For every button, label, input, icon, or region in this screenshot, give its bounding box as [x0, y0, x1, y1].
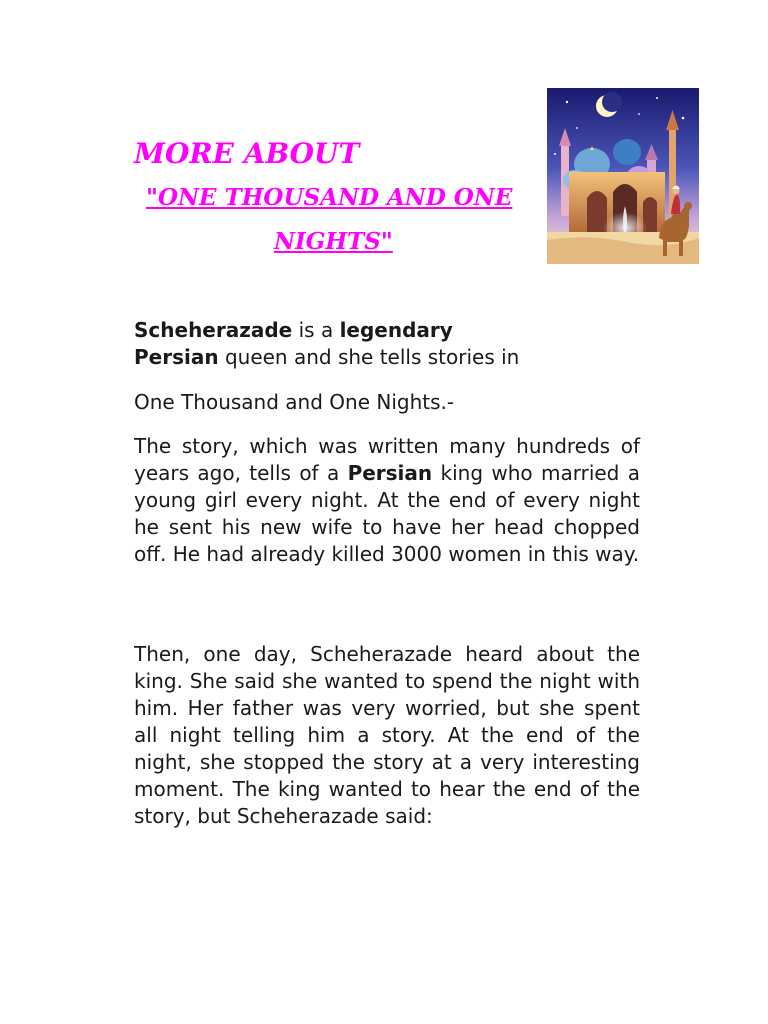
heading-line-1: MORE ABOUT: [134, 137, 360, 170]
heading-line-2: "ONE THOUSAND AND ONE: [146, 184, 513, 211]
story-text-part-2: king who married a young girl every night. At the end of every night he sent his new wife to have her head chopped off. He had already killed 3000 women in this way.: [134, 461, 640, 566]
paragraph-story: [134, 433, 640, 568]
paragraph-title-line: One Thousand and One Nights.-: [134, 390, 455, 414]
heading-line-3: NIGHTS": [274, 228, 393, 255]
intro-rest-text: queen and she tells stories in: [218, 345, 520, 369]
scheherazade-name: Scheherazade: [134, 318, 293, 342]
persian-king-text: Persian: [347, 461, 433, 485]
arabian-nights-palace-icon: [547, 88, 699, 264]
legendary-text: legendary: [339, 318, 453, 342]
is-a-text: is a: [292, 318, 340, 342]
story-text-part-1: The story, which was written many hundreds of years ago, tells of a: [134, 434, 640, 485]
paragraph-intro: [134, 317, 640, 371]
persian-text: Persian: [134, 345, 219, 369]
paragraph-then-one-day: Then, one day, Scheherazade heard about the king. She said she wanted to spend the night with him. Her father was very worried, but she spent all night telling him a story. At the end of the night, she stopped the story at a very interesting moment. The king wanted to hear the end of the story, but Scheherazade said:: [134, 642, 640, 828]
